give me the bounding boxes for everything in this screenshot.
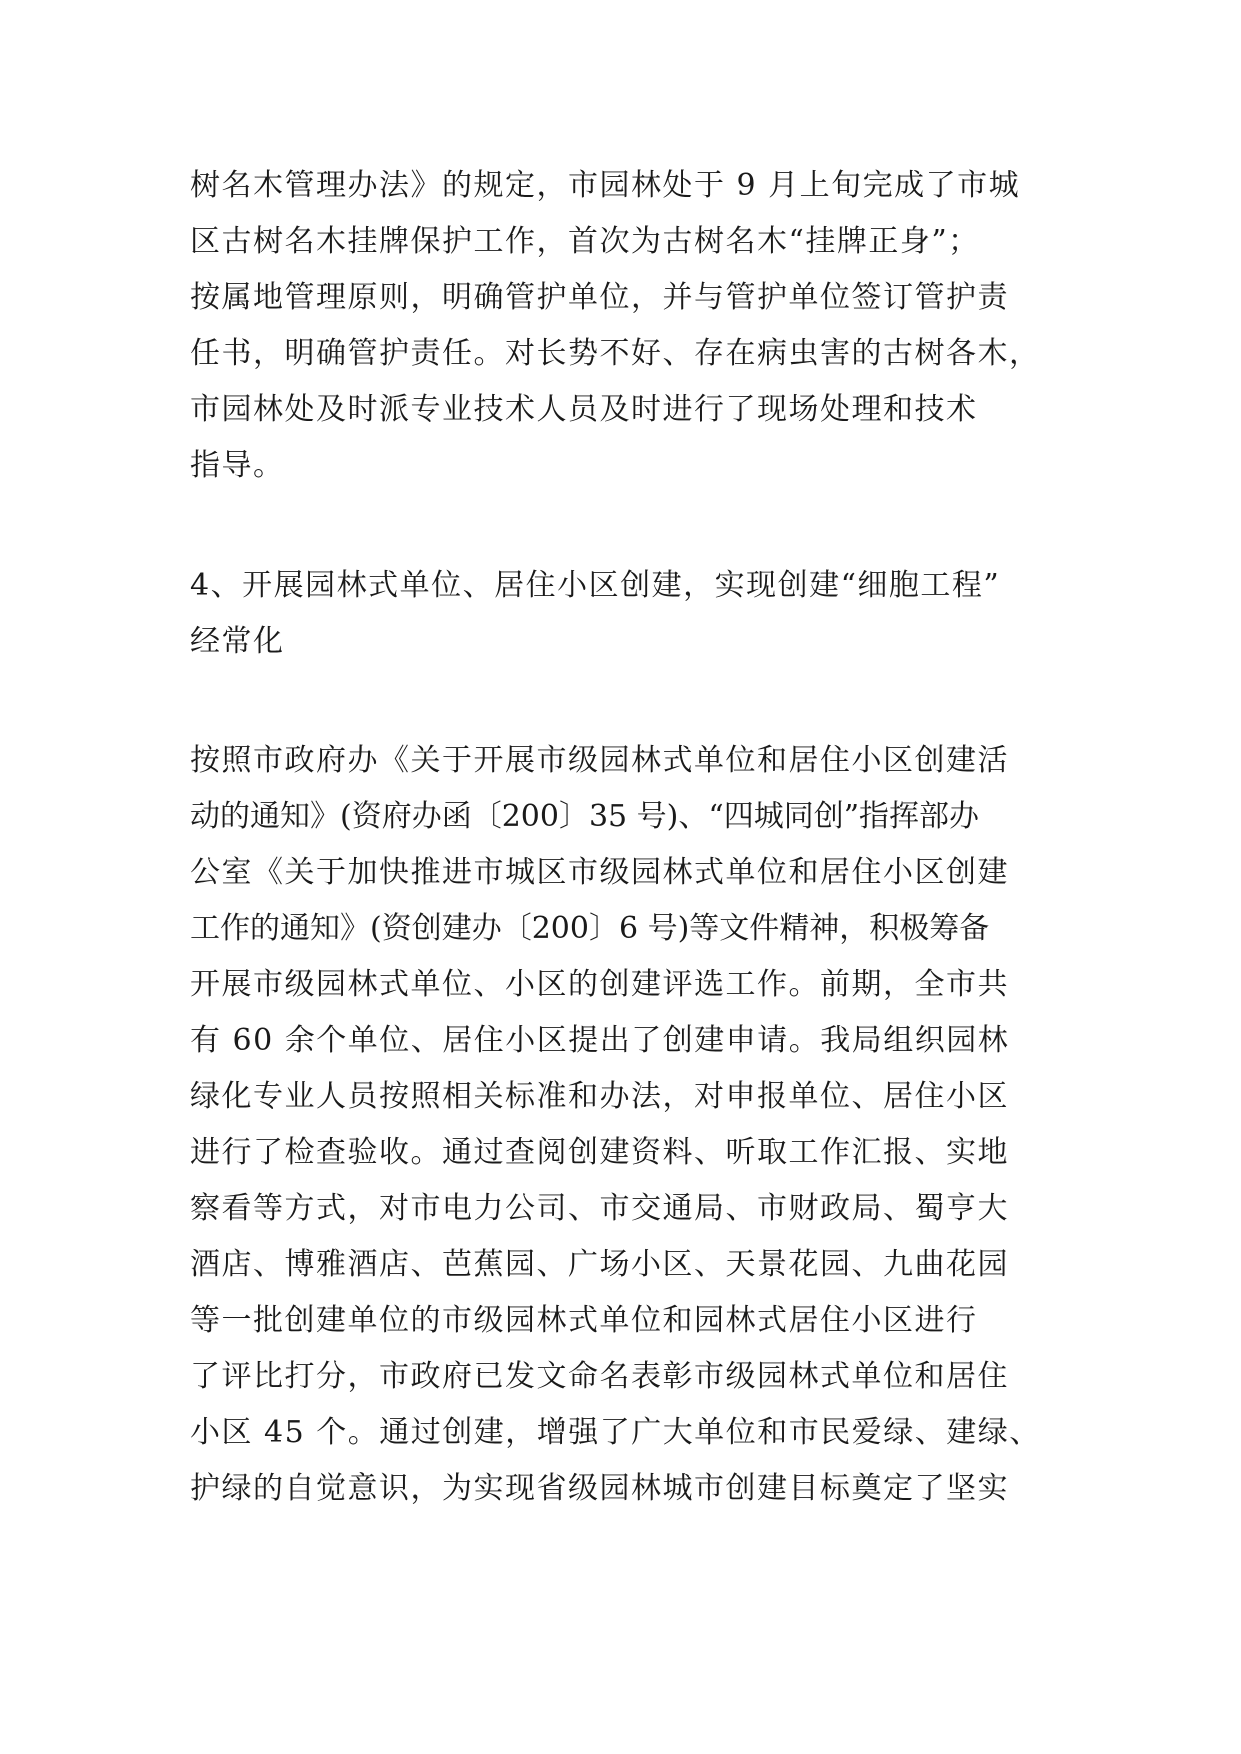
text-line: 任书，明确管护责任。对长势不好、存在病虫害的古树各木， xyxy=(190,336,1041,371)
text-line: 工作的通知》(资创建办〔200〕6 号)等文件精神，积极筹备 xyxy=(190,911,990,946)
text-line: 察看等方式，对市电力公司、市交通局、市财政局、蜀亨大 xyxy=(190,1191,1009,1226)
text-line: 了评比打分，市政府已发文命名表彰市级园林式单位和居住 xyxy=(190,1359,1009,1394)
heading-line: 4、开展园林式单位、居住小区创建，实现创建“细胞工程” xyxy=(190,568,1001,603)
text-line: 市园林处及时派专业技术人员及时进行了现场处理和技术 xyxy=(190,392,978,427)
text-line: 按属地管理原则，明确管护单位，并与管护单位签订管护责 xyxy=(190,280,1009,315)
text-line: 动的通知》(资府办函〔200〕35 号)、“四城同创”指挥部办 xyxy=(190,799,980,834)
text-line: 等一批创建单位的市级园林式单位和园林式居住小区进行 xyxy=(190,1303,978,1338)
text-line: 指导。 xyxy=(190,448,285,483)
text-line: 有 60 余个单位、居住小区提出了创建申请。我局组织园林 xyxy=(190,1023,1010,1058)
text-line: 绿化专业人员按照相关标准和办法，对申报单位、居住小区 xyxy=(190,1079,1009,1114)
text-line: 进行了检查验收。通过查阅创建资料、听取工作汇报、实地 xyxy=(190,1135,1009,1170)
text-line: 区古树名木挂牌保护工作，首次为古树名木“挂牌正身”； xyxy=(190,224,980,259)
heading-line: 经常化 xyxy=(190,624,285,659)
text-line: 公室《关于加快推进市城区市级园林式单位和居住小区创建 xyxy=(190,855,1009,890)
text-line: 酒店、博雅酒店、芭蕉园、广场小区、天景花园、九曲花园 xyxy=(190,1247,1009,1282)
paragraph-ancient-trees xyxy=(190,158,1070,494)
paragraph-garden-units xyxy=(190,733,1070,1517)
section-heading xyxy=(190,558,1070,670)
text-line: 小区 45 个。通过创建，增强了广大单位和市民爱绿、建绿、 xyxy=(190,1415,1041,1450)
text-line: 护绿的自觉意识，为实现省级园林城市创建目标奠定了坚实 xyxy=(190,1471,1009,1506)
text-line: 开展市级园林式单位、小区的创建评选工作。前期，全市共 xyxy=(190,967,1009,1002)
text-line: 树名木管理办法》的规定，市园林处于 9 月上旬完成了市城 xyxy=(190,168,1021,203)
text-line: 按照市政府办《关于开展市级园林式单位和居住小区创建活 xyxy=(190,743,1009,778)
